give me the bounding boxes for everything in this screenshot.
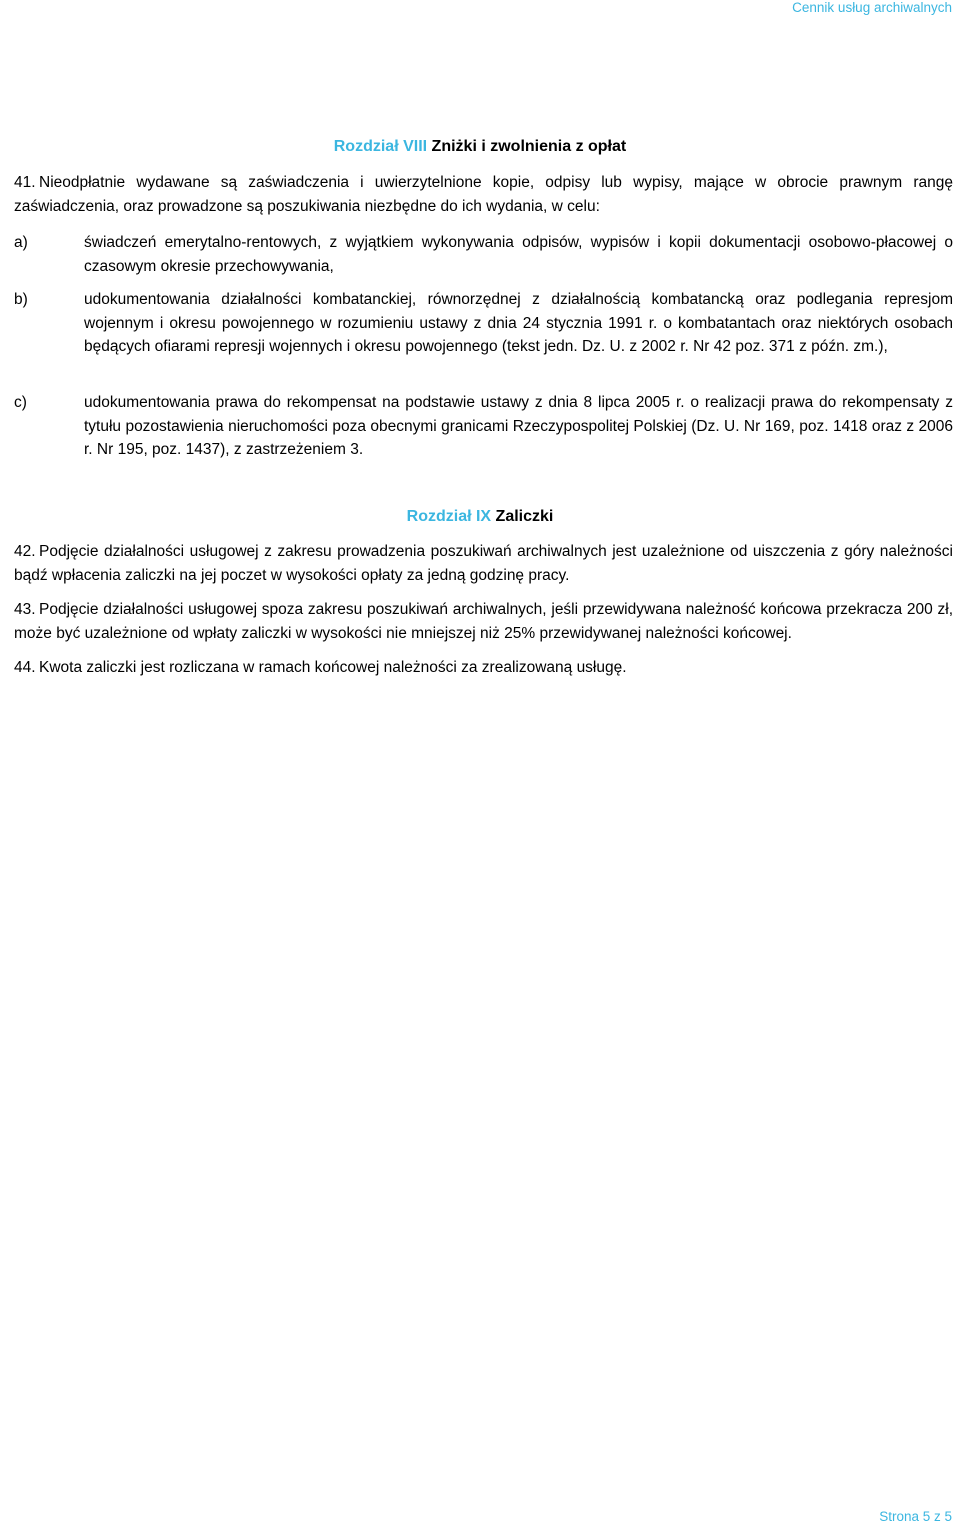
paragraph-42 bbox=[14, 540, 953, 587]
paragraph-number: 44. bbox=[14, 659, 36, 676]
paragraph-41 bbox=[14, 171, 953, 218]
running-header: Cennik usług archiwalnych bbox=[792, 0, 952, 15]
list-item-label: c) bbox=[14, 394, 27, 411]
chapter-title: Zniżki i zwolnienia z opłat bbox=[431, 138, 627, 155]
paragraph-text: Podjęcie działalności usługowej spoza zakresu poszukiwań archiwalnych, jeśli przewidywana należność końcowa przekracza 200 zł, może być uzależnione od wpłaty zaliczki w wysokości nie mniejszej niż 25% przewidywanej należności końcowej. bbox=[14, 601, 953, 642]
chapter-number: Rozdział IX bbox=[406, 508, 492, 525]
page-number: Strona 5 z 5 bbox=[879, 1509, 952, 1524]
list-item-text: świadczeń emerytalno-rentowych, z wyjątkiem wykonywania odpisów, wypisów i kopii dokumentacji osobowo-płacowej o czasowym okresie przechowywania, bbox=[84, 234, 953, 275]
list-item-c bbox=[14, 391, 953, 462]
paragraph-43 bbox=[14, 598, 953, 645]
list-item-text: udokumentowania prawa do rekompensat na podstawie ustawy z dnia 8 lipca 2005 r. o realizacji prawa do rekompensaty z tytułu pozostawienia nieruchomości poza obecnymi granicami Rzeczypospolitej Polskiej (Dz. U. Nr 169, poz. 1418 oraz z 2006 r. Nr 195, poz. 1437), z zastrzeżeniem 3. bbox=[84, 394, 953, 458]
paragraph-number: 41. bbox=[14, 174, 36, 191]
paragraph-text: Podjęcie działalności usługowej z zakresu prowadzenia poszukiwań archiwalnych jest uzależnione od uiszczenia z góry należności bądź wpłacenia zaliczki na jej poczet w wysokości opłaty za jedną godzinę pracy. bbox=[14, 543, 953, 584]
list-item-b bbox=[14, 288, 953, 359]
list-item-text: udokumentowania działalności kombatanckiej, równorzędnej z działalnością kombatancką oraz podlegania represjom wojennym i okresu powojennego w rozumieniu ustawy z dnia 24 stycznia 1991 r. o kombatantach oraz niektórych osobach będących ofiarami represji wojennych i okresu powojennego (tekst jedn. Dz. U. z 2002 r. Nr 42 poz. 371 z późn. zm.), bbox=[84, 291, 953, 355]
list-item-label: a) bbox=[14, 234, 28, 251]
paragraph-44 bbox=[14, 656, 953, 680]
list-item-label: b) bbox=[14, 291, 28, 308]
chapter-heading-ix bbox=[0, 508, 960, 526]
paragraph-text: Nieodpłatnie wydawane są zaświadczenia i uwierzytelnione kopie, odpisy lub wypisy, mające w obrocie prawnym rangę zaświadczenia, oraz prowadzone są poszukiwania niezbędne do ich wydania, w celu: bbox=[14, 174, 953, 215]
chapter-title: Zaliczki bbox=[495, 508, 554, 525]
paragraph-number: 43. bbox=[14, 601, 36, 618]
chapter-heading-viii bbox=[0, 138, 960, 156]
list-item-a bbox=[14, 231, 953, 278]
chapter-number: Rozdział VIII bbox=[333, 138, 428, 155]
paragraph-text: Kwota zaliczki jest rozliczana w ramach końcowej należności za zrealizowaną usługę. bbox=[39, 659, 627, 676]
paragraph-number: 42. bbox=[14, 543, 36, 560]
